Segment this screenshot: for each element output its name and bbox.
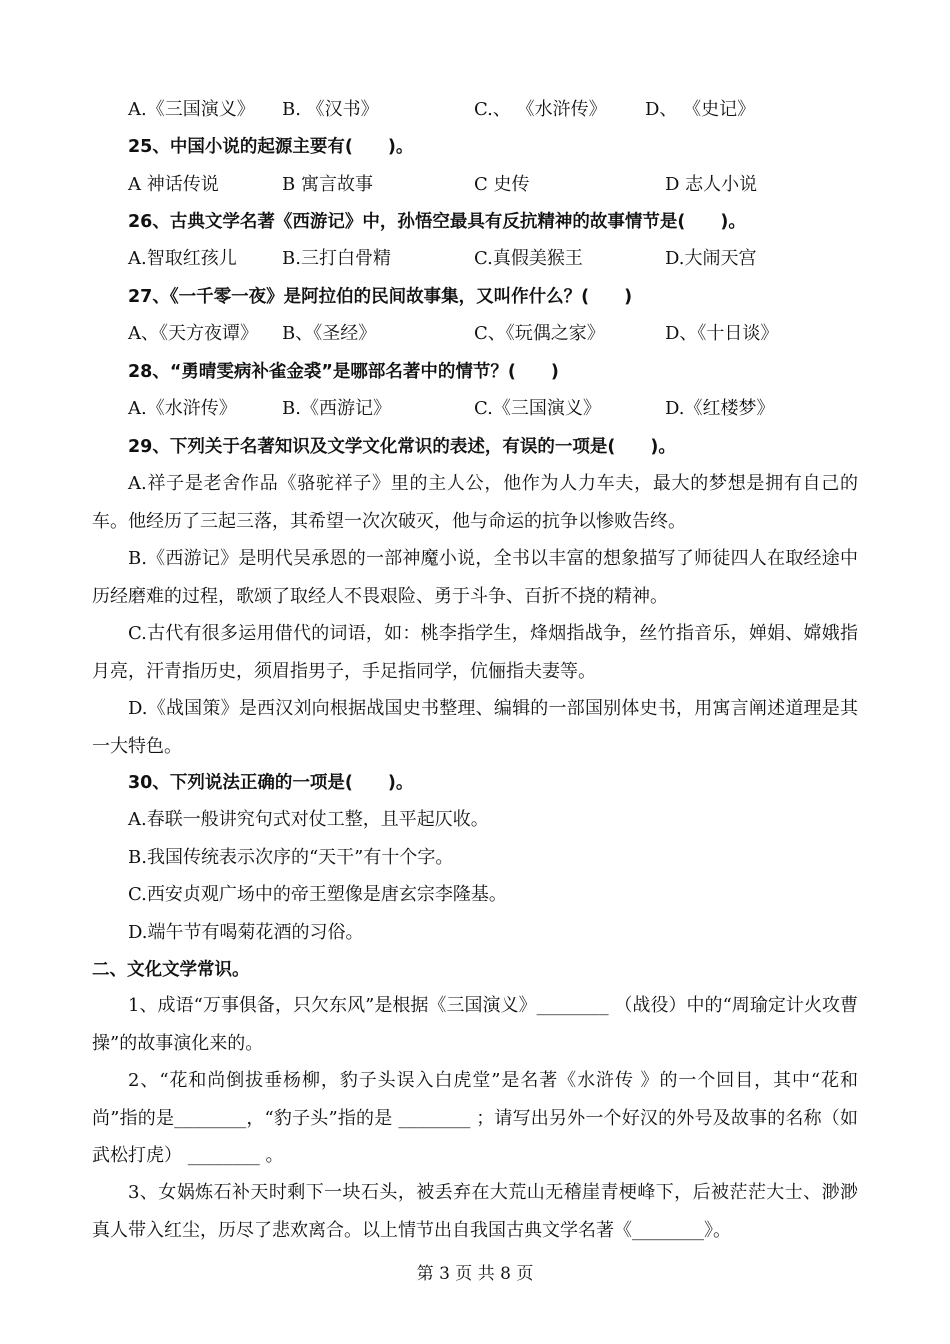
section2-heading: 二、文化文学常识。 bbox=[92, 960, 250, 980]
q25-option-d: D 志人小说 bbox=[665, 174, 758, 195]
q29-option-d: D.《战国策》是西汉刘向根据战国史书整理、编辑的一部国别体史书，用寓言阐述道理是其一大特色。 bbox=[92, 698, 858, 757]
q26-options bbox=[0, 244, 950, 274]
q28-option-b: B.《西游记》 bbox=[282, 398, 391, 419]
q30-option-d: D.端午节有喝菊花酒的习俗。 bbox=[128, 922, 364, 943]
q27-option-d: D、《十日谈》 bbox=[665, 323, 779, 344]
q25-question: 25、中国小说的起源主要有( )。 bbox=[128, 137, 414, 157]
q25-option-a: A 神话传说 bbox=[128, 174, 219, 195]
q27-option-b: B、《圣经》 bbox=[282, 323, 377, 344]
q24-option-a: A.《三国演义》 bbox=[128, 99, 255, 120]
q24-options bbox=[0, 95, 950, 125]
q26-option-a: A.智取红孩儿 bbox=[128, 248, 237, 269]
q27-question: 27、《一千零一夜》是阿拉伯的民间故事集，又叫作什么？( ) bbox=[128, 287, 633, 307]
q29-option-c: C.古代有很多运用借代的词语，如：桃李指学生，烽烟指战争，丝竹指音乐，婵娟、嫦娥指月亮，汗青指历史，须眉指男子，手足指同学，伉俪指夫妻等。 bbox=[92, 623, 858, 682]
q28-options bbox=[0, 394, 950, 424]
q29-question: 29、下列关于名著知识及文学文化常识的表述，有误的一项是( )。 bbox=[128, 437, 676, 457]
q26-question: 26、古典文学名著《西游记》中，孙悟空最具有反抗精神的故事情节是( )。 bbox=[128, 212, 746, 232]
page-footer: 第 3 页 共 8 页 bbox=[416, 1264, 534, 1284]
q27-option-a: A、《天方夜谭》 bbox=[128, 323, 258, 344]
q24-option-c: C.、 《水浒传》 bbox=[474, 99, 607, 120]
q24-option-d: D、 《史记》 bbox=[645, 99, 756, 120]
q25-option-b: B 寓言故事 bbox=[282, 174, 373, 195]
q30-question: 30、下列说法正确的一项是( )。 bbox=[128, 773, 414, 793]
q24-option-b: B. 《汉书》 bbox=[282, 99, 379, 120]
q29-option-a: A.祥子是老舍作品《骆驼祥子》里的主人公，他作为人力车夫，最大的梦想是拥有自己的车。他经历了三起三落，其希望一次次破灭，他与命运的抗争以惨败告终。 bbox=[92, 473, 858, 532]
q26-option-b: B.三打白骨精 bbox=[282, 248, 391, 269]
q28-option-a: A.《水浒传》 bbox=[128, 398, 237, 419]
q30-option-c: C.西安贞观广场中的帝王塑像是唐玄宗李隆基。 bbox=[128, 884, 507, 905]
q26-option-d: D.大闹天宫 bbox=[665, 248, 757, 269]
q25-options bbox=[0, 170, 950, 200]
section2-item-2: 2、“花和尚倒拔垂杨柳，豹子头误入白虎堂”是名著《水浒传 》的一个回目，其中“花和尚”指的是________，“豹子头”指的是 ________ ；请写出另外一个好汉的外号及故事的名称（如武松打虎） ________ 。 bbox=[92, 1070, 858, 1166]
q25-option-c: C 史传 bbox=[474, 174, 530, 195]
q26-option-c: C.真假美猴王 bbox=[474, 248, 583, 269]
q27-options bbox=[0, 319, 950, 349]
q28-question: 28、“勇晴雯病补雀金裘”是哪部名著中的情节？( ) bbox=[128, 362, 559, 382]
section2-item-3: 3、女娲炼石补天时剩下一块石头，被丢弃在大荒山无稽崖青梗峰下，后被茫茫大士、渺渺真人带入红尘，历尽了悲欢离合。以上情节出自我国古典文学名著《________》。 bbox=[92, 1182, 858, 1241]
q30-option-a: A.春联一般讲究句式对仗工整，且平起仄收。 bbox=[128, 809, 489, 830]
section2-item-1: 1、成语“万事俱备，只欠东风”是根据《三国演义》________ （战役）中的“周瑜定计火攻曹操”的故事演化来的。 bbox=[92, 995, 858, 1054]
q30-option-b: B.我国传统表示次序的“天干”有十个字。 bbox=[128, 847, 454, 868]
q27-option-c: C、《玩偶之家》 bbox=[474, 323, 605, 344]
q28-option-d: D.《红楼梦》 bbox=[665, 398, 775, 419]
q28-option-c: C.《三国演义》 bbox=[474, 398, 601, 419]
q29-option-b: B.《西游记》是明代吴承恩的一部神魔小说，全书以丰富的想象描写了师徒四人在取经途中历经磨难的过程，歌颂了取经人不畏艰险、勇于斗争、百折不挠的精神。 bbox=[92, 548, 858, 607]
